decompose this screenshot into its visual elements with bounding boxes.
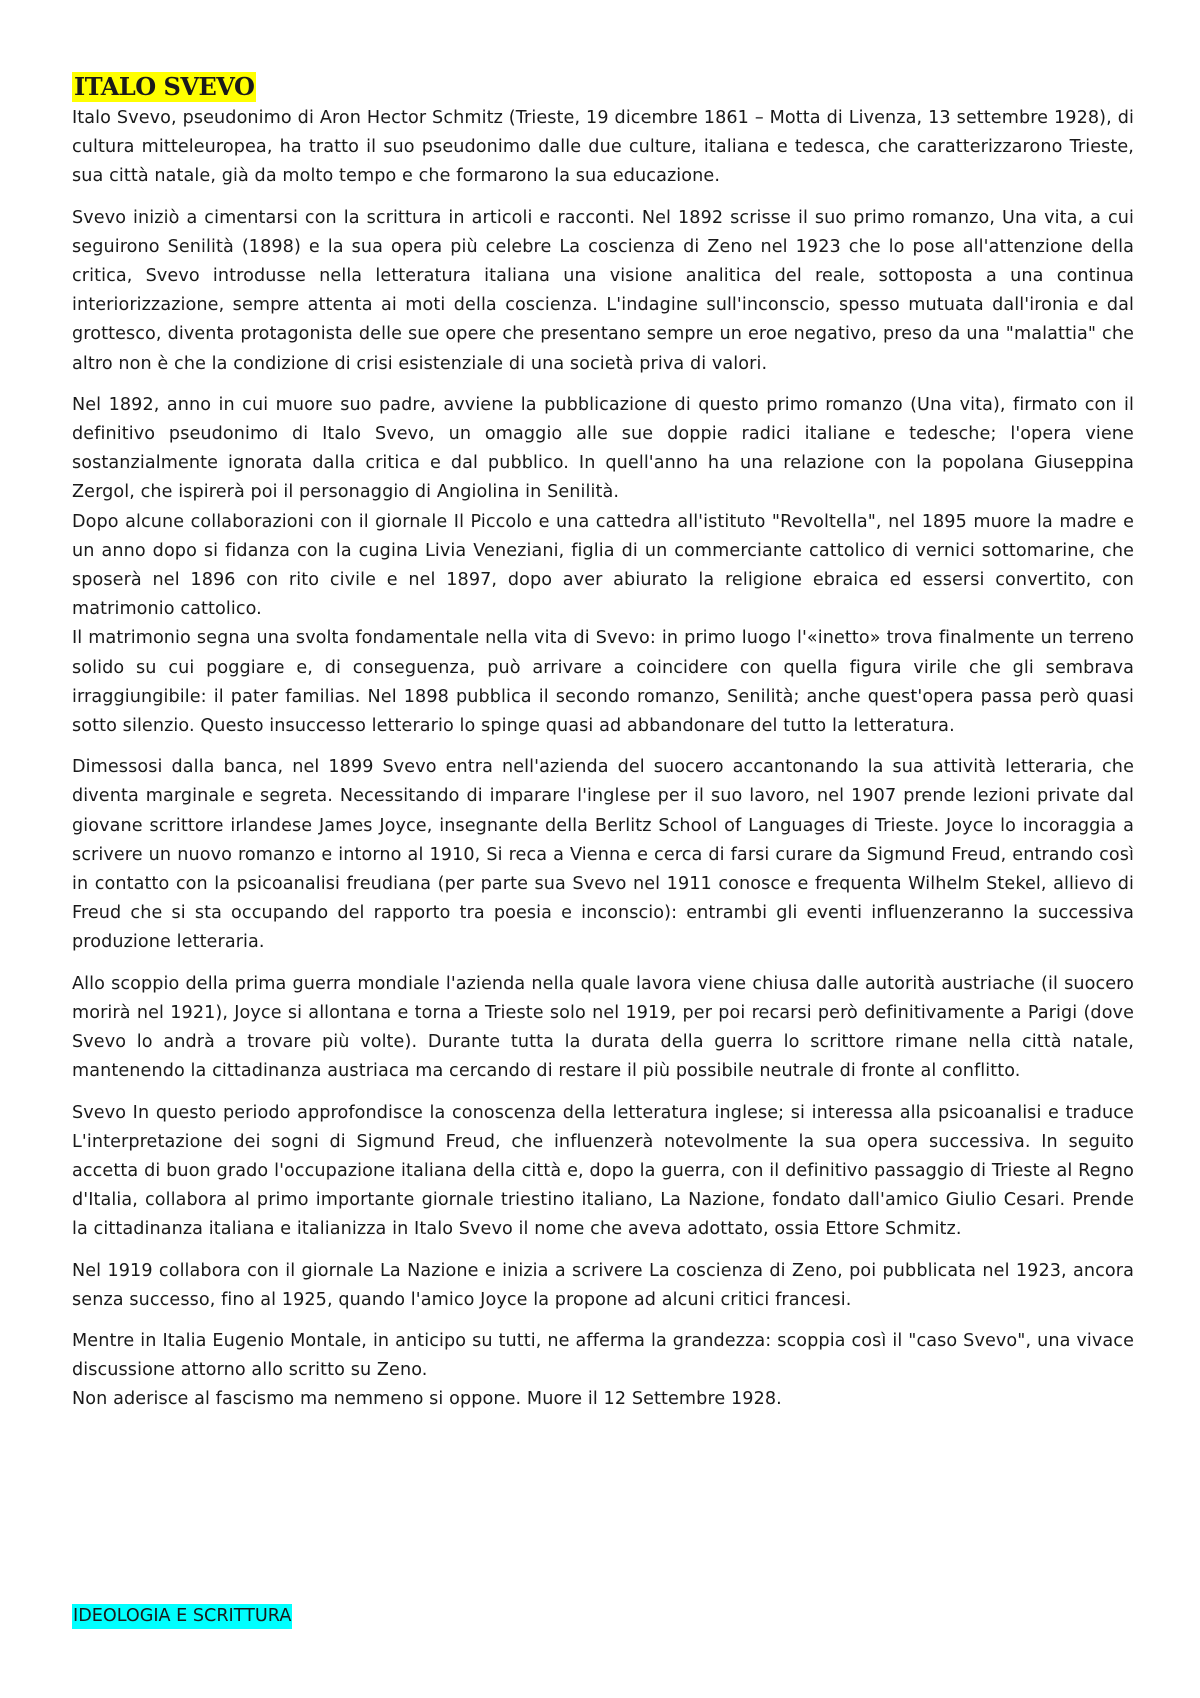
paragraph-psychoanalysis: Svevo In questo periodo approfondisce la conoscenza della letteratura inglese; si interessa alla psicoanalisi e traduce L'interpretazione dei sogni di Sigmund Freud, che influenzerà notevolmente la sua opera successiva. In seguito accetta di buon grado l'occupazione italiana della città e, dopo la guerra, con il definitivo passaggio di Trieste al Regno d'Italia, collabora al primo importante giornale triestino italiano, La Nazione, fondato dall'amico Giulio Cesari. Prende la cittadinanza italiana e italianizza in Italo Svevo il nome che aveva adottato, ossia Ettore Schmitz. — [72, 1102, 1134, 1240]
paragraph-marriage-background: Dopo alcune collaborazioni con il giornale Il Piccolo e una cattedra all'istituto "Revoltella", nel 1895 muore la madre e un anno dopo si fidanza con la cugina Livia Veneziani, figlia di un commerciante cattolico di vernici sottomarine, che sposerà nel 1896 con rito civile e nel 1897, dopo aver abiurato la religione ebraica ed essersi convertito, con matrimonio cattolico. — [72, 511, 1134, 620]
paragraph-zeno: Nel 1919 collabora con il giornale La Nazione e inizia a scrivere La coscienza di Zeno, poi pubblicata nel 1923, ancora senza successo, fino al 1925, quando l'amico Joyce la propone ad alcuni critici francesi. — [72, 1260, 1134, 1310]
section-subheading: IDEOLOGIA E SCRITTURA — [72, 1604, 292, 1629]
paragraph-death: Non aderisce al fascismo ma nemmeno si oppone. Muore il 12 Settembre 1928. — [72, 1389, 782, 1410]
subheading-row — [72, 1604, 292, 1629]
document-body — [72, 72, 1134, 1415]
paragraph-war: Allo scoppio della prima guerra mondiale l'azienda nella quale lavora viene chiusa dalle autorità austriache (il suocero morirà nel 1921), Joyce si allontana e torna a Trieste solo nel 1919, per poi recarsi però definitivamente a Parigi (dove Svevo lo andrà a trovare più volte). Durante tutta la durata della guerra lo scrittore rimane nella città natale, mantenendo la cittadinanza austriaca ma cercando di restare il più possibile neutrale di fronte al conflitto. — [72, 973, 1134, 1082]
paragraph-early-writing: Svevo iniziò a cimentarsi con la scrittura in articoli e racconti. Nel 1892 scrisse il suo primo romanzo, Una vita, a cui seguirono Senilità (1898) e la sua opera più celebre La coscienza di Zeno nel 1923 che lo pose all'attenzione della critica, Svevo introdusse nella letteratura italiana una visione analitica del reale, sottoposta a una continua interiorizzazione, sempre attenta ai moti della coscienza. L'indagine sull'inconscio, spesso mutuata dall'ironia e dal grottesco, diventa protagonista delle sue opere che presentano sempre un eroe negativo, preso da una "malattia" che altro non è che la condizione di crisi esistenziale di una società priva di valori. — [72, 207, 1134, 374]
paragraph-montale: Mentre in Italia Eugenio Montale, in anticipo su tutti, ne afferma la grandezza: scoppia così il "caso Svevo", una vivace discussione attorno allo scritto su Zeno. — [72, 1330, 1134, 1381]
title-row — [72, 72, 1134, 104]
paragraph-una-vita: Nel 1892, anno in cui muore suo padre, avviene la pubblicazione di questo primo romanzo (Una vita), firmato con il definitivo pseudonimo di Italo Svevo, un omaggio alle sue doppie radici italiane e tedesche; l'opera viene sostanzialmente ignorata dalla critica e dal pubblico. In quell'anno ha una relazione con la popolana Giuseppina Zergol, che ispirerà poi il personaggio di Angiolina in Senilità. — [72, 394, 1134, 503]
paragraph-intro: Italo Svevo, pseudonimo di Aron Hector Schmitz (Trieste, 19 dicembre 1861 – Motta di Livenza, 13 settembre 1928), di cultura mitteleuropea, ha tratto il suo pseudonimo dalle due culture, italiana e tedesca, che caratterizzarono Trieste, sua città natale, già da molto tempo e che formarono la sua educazione. — [72, 108, 1134, 187]
paragraph-joyce: Dimessosi dalla banca, nel 1899 Svevo entra nell'azienda del suocero accantonando la sua attività letteraria, che diventa marginale e segreta. Necessitando di imparare l'inglese per il suo lavoro, nel 1907 prende lezioni private dal giovane scrittore irlandese James Joyce, insegnante della Berlitz School of Languages di Trieste. Joyce lo incoraggia a scrivere un nuovo romanzo e intorno al 1910, Si reca a Vienna e cerca di farsi curare da Sigmund Freud, entrando così in contatto con la psicoanalisi freudiana (per parte sua Svevo nel 1911 conosce e frequenta Wilhelm Stekel, allievo di Freud che si sta occupando del rapporto tra poesia e inconscio): entrambi gli eventi influenzeranno la successiva produzione letteraria. — [72, 757, 1134, 953]
paragraph-marriage: Il matrimonio segna una svolta fondamentale nella vita di Svevo: in primo luogo l'«inetto» trova finalmente un terreno solido su cui poggiare e, di conseguenza, può arrivare a coincidere con quella figura virile che gli sembrava irraggiungibile: il pater familias. Nel 1898 pubblica il secondo romanzo, Senilità; anche quest'opera passa però quasi sotto silenzio. Questo insuccesso letterario lo spinge quasi ad abbandonare del tutto la letteratura. — [72, 628, 1134, 737]
page-title: ITALO SVEVO — [74, 72, 255, 101]
